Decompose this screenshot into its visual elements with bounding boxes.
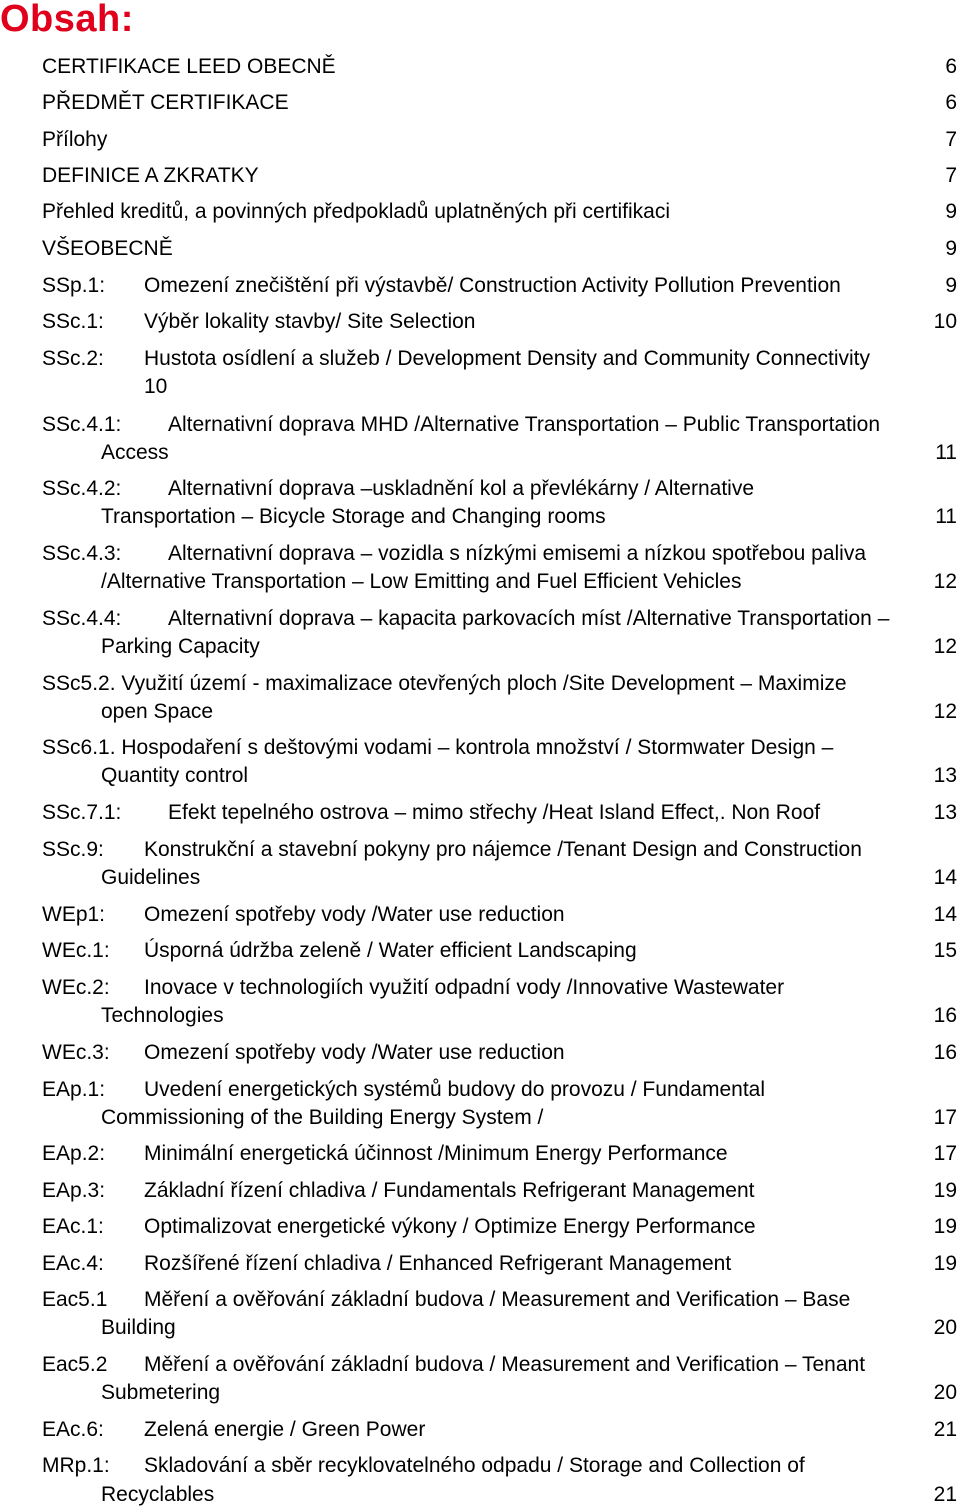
toc-entry-continuation xyxy=(0,1104,960,1132)
entry-title: Konstrukční a stavební pokyny pro nájemce /Tenant Design and Construction xyxy=(144,838,862,861)
entry-title: Alternativní doprava –uskladnění kol a převlékárny / Alternative xyxy=(168,477,755,500)
entry-page-number: 16 xyxy=(933,1004,957,1027)
entry-code: SSc.4.4: xyxy=(42,607,122,630)
entry-title-continuation: Commissioning of the Building Energy System / xyxy=(101,1106,544,1129)
toc-entry-continuation xyxy=(0,1481,960,1509)
entry-code: SSc.1: xyxy=(42,310,104,333)
entry-title-continuation: Technologies xyxy=(101,1004,224,1027)
toc-entry-continuation xyxy=(0,503,960,531)
entry-page-number: 11 xyxy=(935,441,957,464)
toc-entry xyxy=(0,475,960,503)
toc-entry xyxy=(0,198,960,226)
entry-page-number: 6 xyxy=(945,91,957,114)
entry-page-number: 9 xyxy=(945,237,957,260)
toc-entry-continuation xyxy=(0,1379,960,1407)
toc-entry xyxy=(0,974,960,1002)
toc-entry xyxy=(0,670,960,698)
entry-title: Omezení spotřeby vody /Water use reduction xyxy=(144,903,565,926)
entry-title: Optimalizovat energetické výkony / Optimize Energy Performance xyxy=(144,1215,756,1238)
entry-page-number: 12 xyxy=(933,635,957,658)
entry-page-number: 9 xyxy=(945,200,957,223)
entry-title: VŠEOBECNĚ xyxy=(42,237,173,260)
toc-entry xyxy=(0,345,960,373)
entry-code: WEp1: xyxy=(42,903,106,926)
toc-entry xyxy=(0,1286,960,1314)
entry-title: Uvedení energetických systémů budovy do provozu / Fundamental xyxy=(144,1078,766,1101)
toc-entry xyxy=(0,126,960,154)
entry-code: EAc.4: xyxy=(42,1252,104,1275)
entry-page-number: 6 xyxy=(945,55,957,78)
toc-entry xyxy=(0,1076,960,1104)
entry-page-number: 10 xyxy=(144,375,168,398)
toc-entry xyxy=(0,1039,960,1067)
entry-page-number: 19 xyxy=(933,1215,957,1238)
entry-code: SSc.9: xyxy=(42,838,104,861)
entry-title: Alternativní doprava MHD /Alternative Transportation – Public Transportation xyxy=(168,413,881,436)
entry-page-number: 17 xyxy=(933,1106,957,1129)
toc-entry xyxy=(0,235,960,263)
entry-title-continuation: Transportation – Bicycle Storage and Changing rooms xyxy=(101,505,606,528)
entry-title: Hustota osídlení a služeb / Development Density and Community Connectivity xyxy=(144,347,871,370)
entry-title-continuation: Guidelines xyxy=(101,866,201,889)
entry-page-number: 19 xyxy=(933,1252,957,1275)
toc-entry-continuation xyxy=(0,698,960,726)
toc-entry-continuation xyxy=(0,373,960,401)
toc-entry xyxy=(0,605,960,633)
entry-page-number: 21 xyxy=(933,1483,957,1506)
toc-entry-continuation xyxy=(0,864,960,892)
entry-title: Omezení znečištění při výstavbě/ Construction Activity Pollution Prevention xyxy=(144,274,841,297)
entry-title: Měření a ověřování základní budova / Measurement and Verification – Tenant xyxy=(144,1353,866,1376)
entry-title: PŘEDMĚT CERTIFIKACE xyxy=(42,91,289,114)
entry-code: Eac5.2 xyxy=(42,1353,108,1376)
entry-page-number: 9 xyxy=(945,274,957,297)
entry-page-number: 20 xyxy=(933,1381,957,1404)
entry-page-number: 13 xyxy=(933,801,957,824)
entry-page-number: 7 xyxy=(945,164,957,187)
entry-code: SSc.4.1: xyxy=(42,413,122,436)
toc-entry xyxy=(0,1452,960,1480)
entry-title: Alternativní doprava – kapacita parkovacích míst /Alternative Transportation – xyxy=(168,607,890,630)
toc-entry-continuation xyxy=(0,762,960,790)
entry-page-number: 10 xyxy=(933,310,957,333)
toc-entry-continuation xyxy=(0,439,960,467)
entry-page-number: 20 xyxy=(933,1316,957,1339)
toc-entry xyxy=(0,1416,960,1444)
entry-title: Základní řízení chladiva / Fundamentals Refrigerant Management xyxy=(144,1179,755,1202)
toc-entry xyxy=(0,836,960,864)
toc-entry xyxy=(0,799,960,827)
entry-title: Úsporná údržba zeleně / Water efficient Landscaping xyxy=(144,939,637,962)
entry-code: EAp.3: xyxy=(42,1179,106,1202)
toc-entry xyxy=(0,1140,960,1168)
entry-title-continuation: Building xyxy=(101,1316,176,1339)
entry-title-continuation: Quantity control xyxy=(101,764,249,787)
entry-code: EAc.6: xyxy=(42,1418,104,1441)
entry-page-number: 14 xyxy=(933,866,957,889)
entry-code: EAp.2: xyxy=(42,1142,106,1165)
entry-page-number: 12 xyxy=(933,700,957,723)
entry-title: SSc6.1. Hospodaření s deštovými vodami – kontrola množství / Stormwater Design – xyxy=(42,736,834,759)
toc-entry xyxy=(0,540,960,568)
entry-title-continuation: Recyclables xyxy=(101,1483,215,1506)
entry-page-number: 11 xyxy=(935,505,957,528)
toc-entry xyxy=(0,1177,960,1205)
entry-title-continuation: open Space xyxy=(101,700,214,723)
toc-entry-continuation xyxy=(0,1002,960,1030)
entry-code: Eac5.1 xyxy=(42,1288,108,1311)
entry-code: EAp.1: xyxy=(42,1078,106,1101)
entry-title: Alternativní doprava – vozidla s nízkými emisemi a nízkou spotřebou paliva xyxy=(168,542,867,565)
entry-title: Minimální energetická účinnost /Minimum Energy Performance xyxy=(144,1142,728,1165)
entry-code: SSc.2: xyxy=(42,347,104,370)
toc-entry xyxy=(0,162,960,190)
toc-entry-continuation xyxy=(0,633,960,661)
entry-page-number: 7 xyxy=(945,128,957,151)
entry-title: Zelená energie / Green Power xyxy=(144,1418,426,1441)
toc-entry xyxy=(0,901,960,929)
entry-title-continuation: Parking Capacity xyxy=(101,635,260,658)
entry-code: SSc.4.3: xyxy=(42,542,122,565)
entry-code: EAc.1: xyxy=(42,1215,104,1238)
entry-title: Omezení spotřeby vody /Water use reduction xyxy=(144,1041,565,1064)
entry-page-number: 17 xyxy=(933,1142,957,1165)
entry-title: SSc5.2. Využití území - maximalizace otevřených ploch /Site Development – Maximize xyxy=(42,672,847,695)
entry-code: WEc.3: xyxy=(42,1041,110,1064)
toc-entry xyxy=(0,272,960,300)
entry-page-number: 14 xyxy=(933,903,957,926)
toc-entry-continuation xyxy=(0,568,960,596)
entry-page-number: 15 xyxy=(933,939,957,962)
toc-entry xyxy=(0,734,960,762)
entry-title: Skladování a sběr recyklovatelného odpadu / Storage and Collection of xyxy=(144,1454,805,1477)
entry-title: Efekt tepelného ostrova – mimo střechy /Heat Island Effect,. Non Roof xyxy=(168,801,821,824)
entry-title-continuation: /Alternative Transportation – Low Emitting and Fuel Efficient Vehicles xyxy=(101,570,742,593)
entry-page-number: 19 xyxy=(933,1179,957,1202)
entry-title: Výběr lokality stavby/ Site Selection xyxy=(144,310,476,333)
toc-entry xyxy=(0,1351,960,1379)
entry-title: Inovace v technologiích využití odpadní vody /Innovative Wastewater xyxy=(144,976,785,999)
entry-title: DEFINICE A ZKRATKY xyxy=(42,164,259,187)
entry-title-continuation: Submetering xyxy=(101,1381,221,1404)
toc-entry-continuation xyxy=(0,1314,960,1342)
entry-page-number: 13 xyxy=(933,764,957,787)
entry-page-number: 12 xyxy=(933,570,957,593)
entry-page-number: 21 xyxy=(933,1418,957,1441)
toc-entry xyxy=(0,308,960,336)
entry-title: Měření a ověřování základní budova / Measurement and Verification – Base xyxy=(144,1288,851,1311)
entry-code: MRp.1: xyxy=(42,1454,110,1477)
entry-code: SSp.1: xyxy=(42,274,106,297)
toc-entry xyxy=(0,53,960,81)
entry-page-number: 16 xyxy=(933,1041,957,1064)
toc-entry xyxy=(0,937,960,965)
entry-title: CERTIFIKACE LEED OBECNĚ xyxy=(42,55,336,78)
entry-code: WEc.2: xyxy=(42,976,110,999)
toc-entry xyxy=(0,1250,960,1278)
toc-entry xyxy=(0,89,960,117)
entry-code: WEc.1: xyxy=(42,939,110,962)
entry-code: SSc.7.1: xyxy=(42,801,122,824)
toc-entry xyxy=(0,411,960,439)
entry-code: SSc.4.2: xyxy=(42,477,122,500)
toc-entry xyxy=(0,1213,960,1241)
toc-heading: Obsah: xyxy=(0,0,134,40)
entry-title: Přílohy xyxy=(42,128,108,151)
entry-title: Rozšířené řízení chladiva / Enhanced Refrigerant Management xyxy=(144,1252,732,1275)
entry-title-continuation: Access xyxy=(101,441,169,464)
entry-title: Přehled kreditů, a povinných předpokladů uplatněných při certifikaci xyxy=(42,200,671,223)
